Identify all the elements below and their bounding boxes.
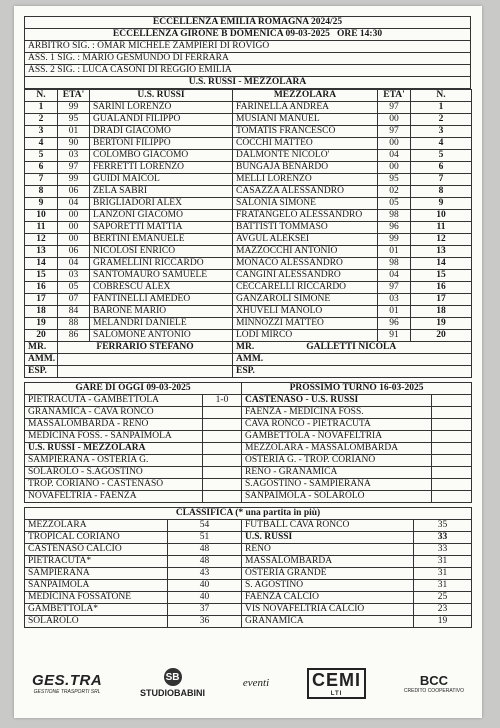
lineup-player-home: SARINI LORENZO [90,102,233,114]
lineup-player-home: FANTINELLI AMEDEO [90,294,233,306]
fixture-today-score [203,455,242,467]
fixture-today-score [203,491,242,503]
lineup-row [25,174,472,186]
standings-rows [25,520,472,628]
fixture-row [25,407,472,419]
standings-team-right: FUTBALL CAVA RONCO [242,520,414,532]
mr-label-away: MR. [236,342,255,352]
lineup-player-home: NICOLOSI ENRICO [90,246,233,258]
fixture-today: GRANAMICA - CAVA RONCO [25,407,203,419]
fixture-today-score [203,407,242,419]
standings-points-left: 43 [168,568,242,580]
lineup-age-home: 03 [58,150,90,162]
lineup-age-home: 97 [58,162,90,174]
lineup-player-away: MAZZOCCHI ANTONIO [233,246,378,258]
standings-team-left: MEDICINA FOSSATONE [25,592,168,604]
fixture-next-score [432,407,472,419]
sponsor-cemi-logo: CEMI LTI [307,668,366,699]
lineup-number-away: 3 [411,126,472,138]
standings-team-right: FAENZA CALCIO [242,592,414,604]
league-title: ECCELLENZA EMILIA ROMAGNA 2024/25 [25,17,471,29]
standings-points-left: 51 [168,532,242,544]
lineup-row [25,306,472,318]
lineup-age-home: 99 [58,102,90,114]
header-table [24,16,471,89]
lineup-age-home: 99 [58,174,90,186]
fixture-next: RENO - GRANAMICA [242,467,432,479]
lineup-number-home: 4 [25,138,58,150]
referee-line: ARBITRO SIG. : OMAR MICHELE ZAMPIERI DI ROVIGO [25,41,471,53]
lineup-header-n-away: N. [411,90,472,102]
lineup-number-home: 14 [25,258,58,270]
lineup-player-away: MONACO ALESSANDRO [233,258,378,270]
lineup-player-away: GANZAROLI SIMONE [233,294,378,306]
lineup-header-eta-away: ETA' [378,90,411,102]
fixture-today: MASSALOMBARDA - RENO [25,419,203,431]
lineup-number-home: 6 [25,162,58,174]
lineup-number-away: 12 [411,234,472,246]
lineup-player-home: ZELA SABRI [90,186,233,198]
lineup-number-home: 16 [25,282,58,294]
lineup-row [25,210,472,222]
coach-away-cell [233,342,472,354]
today-fixtures-title: GARE DI OGGI 09-03-2025 [25,383,242,395]
fixture-next-score [432,479,472,491]
standings-row [25,604,472,616]
standings-team-left: SOLAROLO [25,616,168,628]
lineup-row [25,150,472,162]
fixture-next-score [432,491,472,503]
lineup-player-home: COBRESCU ALEX [90,282,233,294]
lineup-number-home: 18 [25,306,58,318]
match-sheet-content [24,16,471,628]
lineup-age-away: 98 [378,210,411,222]
lineup-age-away: 05 [378,198,411,210]
standings-row [25,520,472,532]
lineup-age-away: 97 [378,126,411,138]
fixture-row [25,491,472,503]
assistant-1-line: ASS. 1 SIG. : MARIO GESMUNDO DI FERRARA [25,53,471,65]
standings-row [25,532,472,544]
standings-points-left: 36 [168,616,242,628]
lineup-age-away: 98 [378,258,411,270]
lineup-row [25,258,472,270]
lineup-number-away: 15 [411,270,472,282]
fixture-next: FAENZA - MEDICINA FOSS. [242,407,432,419]
fixture-next-score [432,431,472,443]
lineup-row [25,318,472,330]
lineup-age-home: 00 [58,222,90,234]
lineup-age-away: 91 [378,330,411,342]
lineup-row [25,294,472,306]
lineup-player-home: SAPORETTI MATTIA [90,222,233,234]
lineup-number-away: 16 [411,282,472,294]
lineup-age-home: 04 [58,198,90,210]
standings-table [24,507,472,628]
lineup-player-home: BRIGLIADORI ALEX [90,198,233,210]
lineup-age-home: 05 [58,282,90,294]
standings-points-right: 35 [414,520,472,532]
document-sheet [14,6,482,718]
lineup-player-away: DALMONTE NICOLO' [233,150,378,162]
fixture-today: NOVAFELTRIA - FAENZA [25,491,203,503]
standings-row [25,544,472,556]
lineup-number-home: 1 [25,102,58,114]
lineup-age-home: 90 [58,138,90,150]
lineup-player-home: SALOMONE ANTONIO [90,330,233,342]
standings-team-right: MASSALOMBARDA [242,556,414,568]
lineup-number-home: 9 [25,198,58,210]
lineup-player-away: CECCARELLI RICCARDO [233,282,378,294]
lineup-player-home: SANTOMAURO SAMUELE [90,270,233,282]
lineup-age-away: 02 [378,186,411,198]
lineup-player-home: GUALANDI FILIPPO [90,114,233,126]
fixture-next-score [432,443,472,455]
lineup-player-home: GRAMELLINI RICCARDO [90,258,233,270]
lineup-number-away: 11 [411,222,472,234]
lineup-number-home: 20 [25,330,58,342]
lineup-number-away: 4 [411,138,472,150]
lineup-age-away: 97 [378,282,411,294]
fixture-next-score [432,395,472,407]
standings-points-left: 40 [168,580,242,592]
lineup-player-away: SALONIA SIMONE [233,198,378,210]
lineup-age-home: 84 [58,306,90,318]
lineup-number-away: 2 [411,114,472,126]
lineup-player-home: MELANDRI DANIELE [90,318,233,330]
lineup-number-home: 7 [25,174,58,186]
standings-team-right: GRANAMICA [242,616,414,628]
standings-team-right: OSTERIA GRANDE [242,568,414,580]
standings-title: CLASSIFICA (* una partita in più) [25,508,472,520]
lineup-table [24,89,472,378]
lineup-player-home: BERTINI EMANUELE [90,234,233,246]
sponsor-studiobabini-logo: SB STUDIOBABINI [140,668,205,698]
fixture-today: SAMPIERANA - OSTERIA G. [25,455,203,467]
fixture-row [25,443,472,455]
standings-row [25,616,472,628]
fixture-row [25,395,472,407]
standings-row [25,556,472,568]
lineup-player-home: FERRETTI LORENZO [90,162,233,174]
standings-points-left: 48 [168,544,242,556]
lineup-player-away: AVGUL ALEKSEI [233,234,378,246]
lineup-player-away: BATTISTI TOMMASO [233,222,378,234]
lineup-age-home: 07 [58,294,90,306]
fixture-next: GAMBETTOLA - NOVAFELTRIA [242,431,432,443]
fixture-row [25,419,472,431]
fixture-row [25,455,472,467]
standings-team-right: RENO [242,544,414,556]
fixtures-rows [25,395,472,503]
standings-points-right: 25 [414,592,472,604]
lineup-age-away: 97 [378,102,411,114]
coach-home: FERRARIO STEFANO [58,342,233,354]
coach-away: GALLETTI NICOLA [306,342,397,352]
lineup-number-away: 6 [411,162,472,174]
standings-points-left: 40 [168,592,242,604]
lineup-player-away: FARINELLA ANDREA [233,102,378,114]
fixture-today-score [203,419,242,431]
fixture-today: MEDICINA FOSS. - SANPAIMOLA [25,431,203,443]
standings-points-right: 33 [414,532,472,544]
lineup-number-away: 1 [411,102,472,114]
lineup-number-away: 7 [411,174,472,186]
lineup-row [25,222,472,234]
lineup-age-away: 01 [378,246,411,258]
esp-home [58,366,233,378]
fixture-today-score [203,431,242,443]
lineup-player-away: MINNOZZI MATTEO [233,318,378,330]
fixture-next-score [432,419,472,431]
lineup-age-away: 03 [378,294,411,306]
lineup-row [25,114,472,126]
fixture-today-score [203,479,242,491]
lineup-number-away: 10 [411,210,472,222]
lineup-age-home: 95 [58,114,90,126]
lineup-age-home: 06 [58,186,90,198]
fixture-next: S.AGOSTINO - SAMPIERANA [242,479,432,491]
standings-points-left: 37 [168,604,242,616]
round-title: ECCELLENZA GIRONE B DOMENICA 09-03-2025 ORE 14:30 [25,29,471,41]
sponsor-gestra-logo: GES.TRA GESTIONE TRASPORTI SRL [32,671,103,695]
standings-team-left: PIETRACUTA* [25,556,168,568]
fixture-today-score [203,467,242,479]
standings-row [25,592,472,604]
standings-points-right: 31 [414,568,472,580]
esp-label-away: ESP. [233,366,472,378]
next-fixtures-title: PROSSIMO TURNO 16-03-2025 [242,383,472,395]
lineup-age-away: 04 [378,270,411,282]
lineup-row [25,102,472,114]
lineup-age-home: 86 [58,330,90,342]
lineup-number-home: 12 [25,234,58,246]
lineup-number-away: 14 [411,258,472,270]
lineup-player-away: XHUVELI MANOLO [233,306,378,318]
amm-label-home: AMM. [25,354,58,366]
fixture-today: TROP. CORIANO - CASTENASO [25,479,203,491]
fixture-today-score [203,443,242,455]
lineup-age-away: 95 [378,174,411,186]
lineup-player-home: LANZONI GIACOMO [90,210,233,222]
lineup-row [25,162,472,174]
standings-row [25,568,472,580]
lineup-rows [25,102,472,342]
standings-team-left: TROPICAL CORIANO [25,532,168,544]
lineup-age-away: 04 [378,150,411,162]
lineup-player-away: MUSIANI MANUEL [233,114,378,126]
lineup-age-away: 01 [378,306,411,318]
fixture-today: U.S. RUSSI - MEZZOLARA [25,443,203,455]
lineup-row [25,198,472,210]
standings-team-right: VIS NOVAFELTRIA CALCIO [242,604,414,616]
lineup-number-home: 8 [25,186,58,198]
lineup-player-home: GUIDI MAICOL [90,174,233,186]
lineup-age-away: 00 [378,114,411,126]
lineup-row [25,126,472,138]
lineup-age-away: 00 [378,138,411,150]
standings-points-left: 54 [168,520,242,532]
standings-team-left: MEZZOLARA [25,520,168,532]
assistant-2-line: ASS. 2 SIG. : LUCA CASONI DI REGGIO EMILIA [25,65,471,77]
standings-points-right: 19 [414,616,472,628]
lineup-row [25,138,472,150]
lineup-age-home: 88 [58,318,90,330]
lineup-number-home: 19 [25,318,58,330]
lineup-player-away: MELLI LORENZO [233,174,378,186]
lineup-age-home: 00 [58,234,90,246]
lineup-number-home: 5 [25,150,58,162]
lineup-header-home: U.S. RUSSI [90,90,233,102]
lineup-header-eta: ETA' [58,90,90,102]
lineup-player-away: LODI MIRCO [233,330,378,342]
lineup-number-away: 8 [411,186,472,198]
lineup-number-home: 2 [25,114,58,126]
lineup-age-home: 03 [58,270,90,282]
lineup-player-away: FRATANGELO ALESSANDRO [233,210,378,222]
lineup-number-away: 9 [411,198,472,210]
standings-points-left: 48 [168,556,242,568]
fixture-row [25,431,472,443]
lineup-number-away: 20 [411,330,472,342]
lineup-player-away: COCCHI MATTEO [233,138,378,150]
standings-points-right: 31 [414,580,472,592]
lineup-header-away: MEZZOLARA [233,90,378,102]
lineup-age-away: 96 [378,222,411,234]
fixture-next: OSTERIA G. - TROP. CORIANO [242,455,432,467]
standings-team-left: GAMBETTOLA* [25,604,168,616]
lineup-header-n: N. [25,90,58,102]
lineup-number-home: 3 [25,126,58,138]
lineup-row [25,234,472,246]
standings-team-left: CASTENASO CALCIO [25,544,168,556]
lineup-age-away: 96 [378,318,411,330]
lineup-number-away: 5 [411,150,472,162]
lineup-number-home: 13 [25,246,58,258]
lineup-age-away: 99 [378,234,411,246]
amm-label-away: AMM. [233,354,472,366]
lineup-number-away: 18 [411,306,472,318]
match-title: U.S. RUSSI - MEZZOLARA [25,77,471,89]
esp-label-home: ESP. [25,366,58,378]
standings-team-left: SANPAIMOLA [25,580,168,592]
standings-points-right: 23 [414,604,472,616]
lineup-row [25,246,472,258]
lineup-number-away: 13 [411,246,472,258]
lineup-row [25,282,472,294]
sponsor-strip [32,660,464,706]
fixture-next: CASTENASO - U.S. RUSSI [242,395,432,407]
lineup-player-away: CASAZZA ALESSANDRO [233,186,378,198]
sponsor-bcc-logo: BCC CREDITO COOPERATIVO [403,672,464,694]
standings-points-right: 31 [414,556,472,568]
lineup-player-home: BARONE MARIO [90,306,233,318]
fixture-next-score [432,455,472,467]
lineup-player-away: BUNGAJA BENARDO [233,162,378,174]
lineup-row [25,330,472,342]
standings-team-right: U.S. RUSSI [242,532,414,544]
lineup-number-away: 17 [411,294,472,306]
standings-team-right: S. AGOSTINO [242,580,414,592]
lineup-row [25,270,472,282]
mr-label-home: MR. [25,342,58,354]
lineup-player-away: TOMATIS FRANCESCO [233,126,378,138]
lineup-player-away: CANGINI ALESSANDRO [233,270,378,282]
amm-home [58,354,233,366]
fixture-next: SANPAIMOLA - SOLAROLO [242,491,432,503]
fixture-row [25,479,472,491]
lineup-age-home: 06 [58,246,90,258]
fixture-today: PIETRACUTA - GAMBETTOLA [25,395,203,407]
lineup-player-home: DRADI GIACOMO [90,126,233,138]
fixture-today-score: 1-0 [203,395,242,407]
lineup-number-home: 15 [25,270,58,282]
lineup-age-home: 01 [58,126,90,138]
lineup-age-home: 04 [58,258,90,270]
fixture-today: SOLAROLO - S.AGOSTINO [25,467,203,479]
fixtures-table [24,382,472,503]
lineup-age-home: 00 [58,210,90,222]
fixture-next: MEZZOLARA - MASSALOMBARDA [242,443,432,455]
sponsor-eventi-logo: eventi [242,677,270,689]
fixture-next: CAVA RONCO - PIETRACUTA [242,419,432,431]
standings-points-right: 33 [414,544,472,556]
fixture-row [25,467,472,479]
fixture-next-score [432,467,472,479]
standings-row [25,580,472,592]
lineup-number-away: 19 [411,318,472,330]
lineup-player-home: BERTONI FILIPPO [90,138,233,150]
lineup-number-home: 10 [25,210,58,222]
lineup-row [25,186,472,198]
standings-team-left: SAMPIERANA [25,568,168,580]
lineup-number-home: 17 [25,294,58,306]
lineup-age-away: 00 [378,162,411,174]
lineup-player-home: COLOMBO GIACOMO [90,150,233,162]
lineup-number-home: 11 [25,222,58,234]
